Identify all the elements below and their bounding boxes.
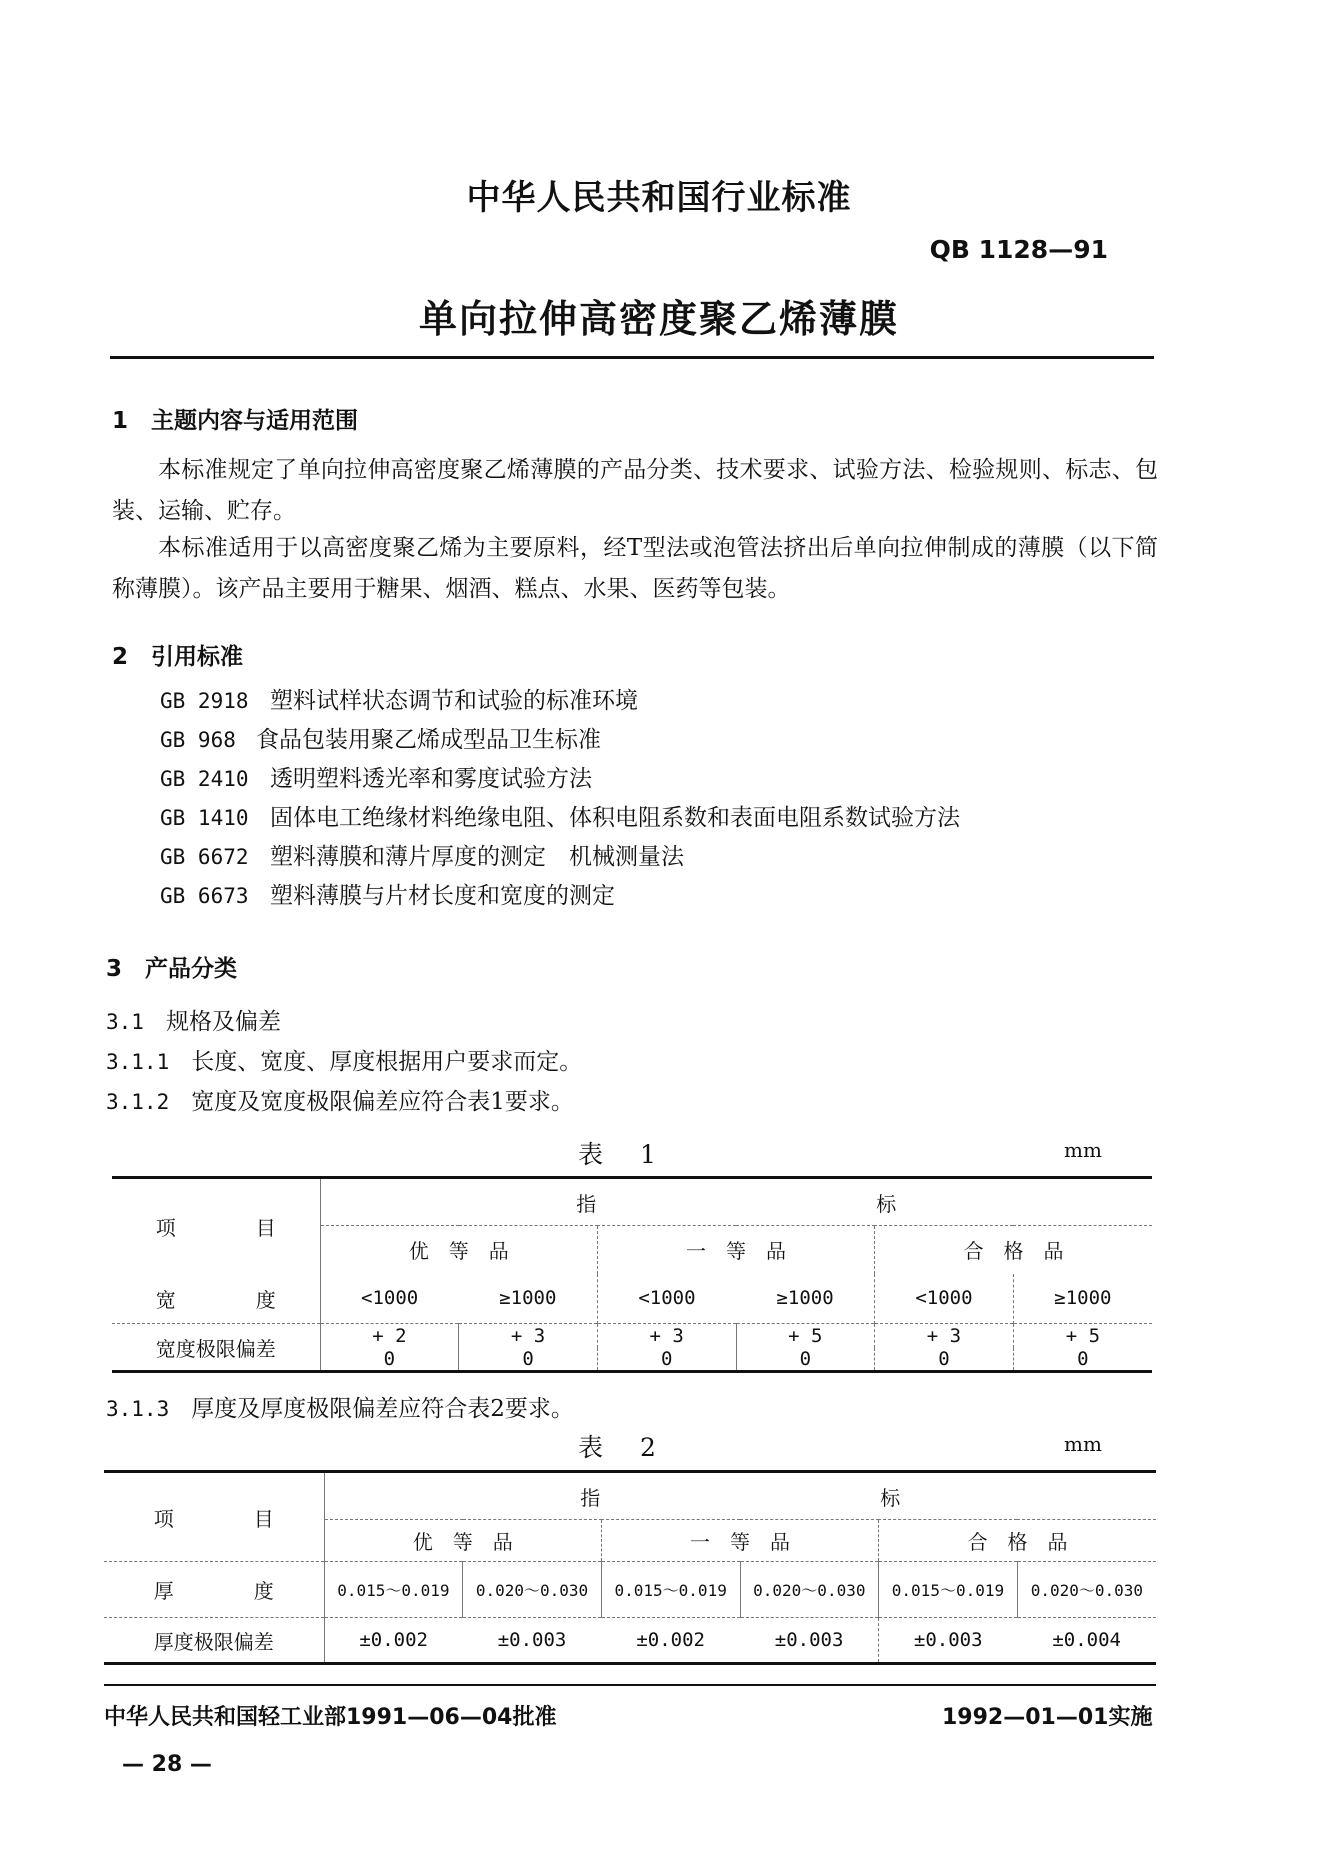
reference-list [160,682,1160,916]
table-2-caption: 表 2 [578,1433,662,1462]
table-1-width-cell: ≥1000 [499,1287,557,1310]
table-2-indicator-header [324,1472,1156,1520]
document-title: 单向拉伸高密度聚乙烯薄膜 [418,297,899,341]
table-1-item-header: 项 目 [155,1215,276,1240]
table-1-grade-qualified: 合 格 品 [875,1226,1152,1274]
table-2-thickness-label: 厚 度 [104,1562,324,1618]
table-1-unit: mm [1064,1138,1102,1162]
table-2 [104,1470,1156,1665]
table-2-deviation-cell: ±0.003 [879,1618,1018,1664]
reference-title: 塑料试样状态调节和试验的标准环境 [270,688,638,714]
table-1-deviation-upper: + 5 [736,1324,875,1348]
table-2-unit: mm [1064,1432,1102,1456]
reference-title: 塑料薄膜与片材长度和宽度的测定 [270,883,615,909]
clause-number: 3.1 [106,1010,144,1034]
reference-title: 塑料薄膜和薄片厚度的测定 机械测量法 [270,844,684,870]
table-2-deviation-cell: ±0.002 [324,1618,463,1664]
table-1-grade-premium: 优 等 品 [320,1226,597,1274]
reference-code: GB 968 [160,728,236,752]
table-2-deviation-cell: ±0.003 [463,1618,602,1664]
footer-rule [104,1684,1156,1686]
table-2-indicator-label-a: 指 [580,1485,601,1510]
effective-date: 1992—01—01实施 [942,1705,1153,1730]
clause-text: 长度、宽度、厚度根据用户要求而定。 [191,1049,583,1075]
reference-code: GB 2410 [160,767,249,791]
clause-3-1-3 [106,1390,574,1423]
table-2-grade-qualified: 合 格 品 [879,1520,1156,1562]
reference-item [160,799,1160,838]
section-2-heading: 2 引用标准 [112,644,244,670]
approval-statement: 中华人民共和国轻工业部1991—06—04批准 [104,1705,557,1730]
table-2-deviation-cell: ±0.004 [1017,1618,1156,1664]
clause-text: 厚度及厚度极限偏差应符合表2要求。 [191,1396,574,1422]
table-1-indicator-header [320,1178,1152,1226]
table-1-deviation-label: 宽度极限偏差 [112,1324,320,1372]
clause-3-1 [106,1003,281,1036]
table-1-indicator-label-a: 指 [576,1191,597,1216]
reference-title: 透明塑料透光率和雾度试验方法 [270,766,592,792]
clause-number: 3.1.2 [106,1090,170,1114]
section-1-paragraph-1: 本标准规定了单向拉伸高密度聚乙烯薄膜的产品分类、技术要求、试验方法、检验规则、标志、包装、运输、贮存。 [112,457,1158,524]
table-1-width-cell: <1000 [875,1274,1014,1324]
table-1-deviation-upper: + 2 [320,1324,459,1348]
reference-item [160,721,1160,760]
title-rule [110,356,1154,359]
reference-item [160,760,1160,799]
standard-code: QB 1128—91 [929,235,1108,264]
standard-category-title: 中华人民共和国行业标准 [466,178,852,218]
table-1-deviation-lower: 0 [736,1348,875,1372]
table-2-deviation-cell: ±0.002 [601,1618,740,1664]
table-2-thickness-cell: 0.015～0.019 [879,1562,1018,1618]
clause-number: 3.1.3 [106,1397,170,1421]
reference-code: GB 6672 [160,845,249,869]
reference-item [160,838,1160,877]
table-1-deviation-upper: + 3 [459,1324,598,1348]
table-2-indicator-label-b: 标 [880,1485,901,1510]
table-1-width-label: 宽 度 [155,1287,276,1312]
reference-code: GB 1410 [160,806,249,830]
table-2-deviation-label: 厚度极限偏差 [104,1618,324,1664]
clause-text: 宽度及宽度极限偏差应符合表1要求。 [191,1089,574,1115]
table-1-deviation-lower: 0 [459,1348,598,1372]
reference-title: 食品包装用聚乙烯成型品卫生标准 [256,727,601,753]
table-2-thickness-cell: 0.020～0.030 [463,1562,602,1618]
page-number: — 28 — [122,1752,212,1777]
table-1-width-cell: ≥1000 [1013,1274,1152,1324]
table-2-thickness-cell: 0.020～0.030 [740,1562,879,1618]
table-1-deviation-upper: + 3 [597,1324,736,1348]
table-2-grade-premium: 优 等 品 [324,1520,601,1562]
table-1-deviation-upper: + 5 [1013,1324,1152,1348]
table-1 [112,1176,1152,1373]
reference-code: GB 6673 [160,884,249,908]
section-1-paragraph-2: 本标准适用于以高密度聚乙烯为主要原料，经T型法或泡管法挤出后单向拉伸制成的薄膜（以下简称薄膜）。该产品主要用于糖果、烟酒、糕点、水果、医药等包装。 [112,535,1158,602]
reference-item [160,877,1160,916]
table-2-thickness-cell: 0.020～0.030 [1017,1562,1156,1618]
reference-code: GB 2918 [160,689,249,713]
table-1-width-cell: <1000 [320,1274,459,1324]
section-3-heading: 3 产品分类 [106,956,238,982]
table-1-caption: 表 1 [578,1140,662,1169]
section-1-heading: 1 主题内容与适用范围 [112,408,359,434]
reference-item [160,682,1160,721]
clause-number: 3.1.1 [106,1050,170,1074]
clause-3-1-1 [106,1043,582,1076]
reference-title: 固体电工绝缘材料绝缘电阻、体积电阻系数和表面电阻系数试验方法 [270,805,960,831]
table-2-item-header: 项 目 [153,1506,274,1531]
clause-3-1-2 [106,1083,574,1116]
table-1-width-cell: ≥1000 [776,1287,834,1310]
table-2-thickness-cell: 0.015～0.019 [601,1562,740,1618]
table-1-deviation-lower: 0 [597,1348,736,1372]
table-2-grade-first: 一 等 品 [601,1520,878,1562]
table-1-grade-first: 一 等 品 [597,1226,874,1274]
table-1-deviation-lower: 0 [1013,1348,1152,1372]
table-1-indicator-label-b: 标 [876,1191,897,1216]
table-1-deviation-lower: 0 [320,1348,459,1372]
table-1-deviation-upper: + 3 [875,1324,1014,1348]
clause-text: 规格及偏差 [165,1009,281,1035]
table-2-thickness-cell: 0.015～0.019 [324,1562,463,1618]
table-1-width-cell: <1000 [597,1274,736,1324]
table-2-deviation-cell: ±0.003 [740,1618,879,1664]
table-1-deviation-lower: 0 [875,1348,1014,1372]
